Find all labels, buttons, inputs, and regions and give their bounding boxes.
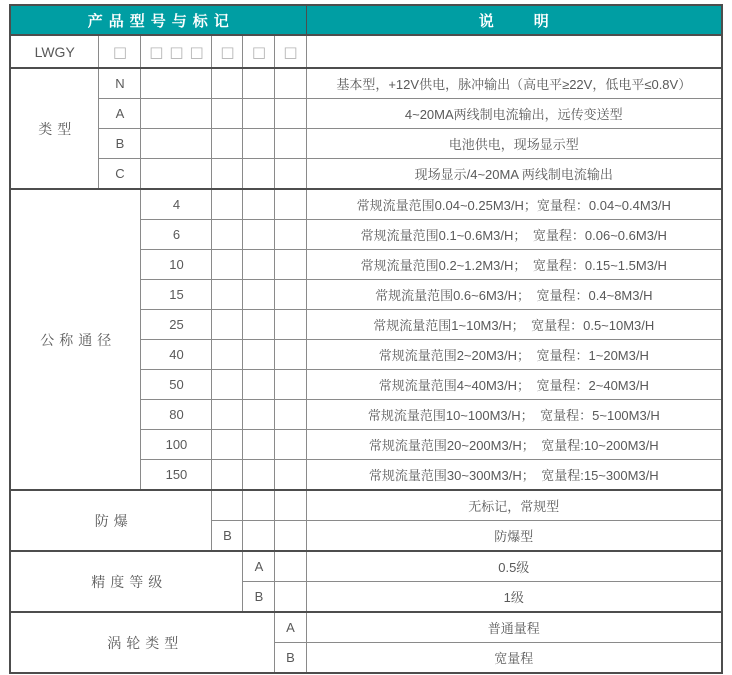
diameter-code-cell: 50 — [141, 370, 212, 400]
diameter-code-cell: 25 — [141, 310, 212, 340]
empty-cell — [243, 220, 275, 250]
turbine-code-cell: B — [275, 643, 306, 674]
type-desc-cell: 基本型，+12V供电，脉冲输出（高电平≥22V，低电平≤0.8V） — [306, 68, 722, 99]
accuracy-section-label-cell — [10, 551, 243, 612]
explosionproof-row — [10, 490, 722, 521]
turbine-desc-cell: 宽量程 — [306, 643, 722, 674]
empty-cell — [275, 340, 306, 370]
type-row — [10, 159, 722, 190]
empty-cell — [141, 68, 212, 99]
header-model-label: 产品型号与标记 — [87, 12, 235, 30]
accuracy-section-label: 精度等级 — [91, 573, 168, 590]
type-code-cell: A — [99, 99, 141, 129]
diameter-desc-cell: 常规流量范围20~200M3/H； 宽量程:10~200M3/H — [306, 430, 722, 460]
type-row — [10, 68, 722, 99]
diameter-desc-cell: 常规流量范围0.6~6M3/H； 宽量程：0.4~8M3/H — [306, 280, 722, 310]
empty-cell — [243, 370, 275, 400]
empty-cell — [243, 189, 275, 220]
explosionproof-section-label-cell — [10, 490, 212, 551]
diameter-desc-cell: 常规流量范围0.04~0.25M3/H；宽量程：0.04~0.4M3/H — [306, 189, 722, 220]
diameter-section-label: 公称通径 — [40, 331, 117, 348]
empty-cell — [212, 129, 243, 159]
empty-cell — [275, 250, 306, 280]
type-code-cell: C — [99, 159, 141, 190]
explosionproof-section-label: 防爆 — [94, 512, 133, 529]
empty-cell — [275, 521, 306, 552]
empty-cell — [243, 400, 275, 430]
empty-cell — [212, 370, 243, 400]
empty-cell — [141, 159, 212, 190]
placeholder-box-icon: □ — [251, 42, 273, 61]
empty-cell — [275, 490, 306, 521]
empty-cell — [212, 310, 243, 340]
placeholder-box-icon: □ — [283, 42, 304, 61]
empty-cell — [243, 430, 275, 460]
type-code-cell: B — [99, 129, 141, 159]
empty-cell — [275, 99, 306, 129]
empty-cell — [275, 460, 306, 491]
model-code-cell: LWGY — [10, 35, 99, 68]
empty-cell — [212, 250, 243, 280]
type-desc-cell: 现场显示/4~20MA 两线制电流输出 — [306, 159, 722, 190]
spec-table — [9, 4, 723, 674]
diameter-desc-cell: 常规流量范围0.2~1.2M3/H； 宽量程：0.15~1.5M3/H — [306, 250, 722, 280]
empty-cell — [275, 310, 306, 340]
model-box-cell-5 — [275, 35, 306, 68]
model-box-cell-1 — [99, 35, 141, 68]
diameter-code-cell: 40 — [141, 340, 212, 370]
diameter-desc-cell: 常规流量范围4~40M3/H； 宽量程：2~40M3/H — [306, 370, 722, 400]
diameter-code-cell: 6 — [141, 220, 212, 250]
empty-cell — [243, 280, 275, 310]
empty-cell — [212, 220, 243, 250]
empty-cell — [275, 129, 306, 159]
empty-cell — [243, 68, 275, 99]
empty-cell — [141, 99, 212, 129]
model-box-cell-2 — [141, 35, 212, 68]
diameter-desc-cell: 常规流量范围30~300M3/H； 宽量程:15~300M3/H — [306, 460, 722, 491]
diameter-desc-cell: 常规流量范围10~100M3/H； 宽量程：5~100M3/H — [306, 400, 722, 430]
model-row — [10, 35, 722, 68]
empty-cell — [212, 400, 243, 430]
empty-cell — [243, 310, 275, 340]
header-desc-label: 说明 — [478, 12, 589, 30]
accuracy-desc-cell: 0.5级 — [306, 551, 722, 582]
empty-cell — [243, 490, 275, 521]
turbine-section-label: 涡轮类型 — [107, 634, 184, 651]
accuracy-row — [10, 551, 722, 582]
empty-cell — [212, 280, 243, 310]
accuracy-code-cell: A — [243, 551, 275, 582]
type-section-label: 类型 — [38, 120, 77, 137]
empty-cell — [212, 460, 243, 491]
diameter-desc-cell: 常规流量范围2~20M3/H； 宽量程：1~20M3/H — [306, 340, 722, 370]
empty-cell — [275, 68, 306, 99]
diameter-desc-cell: 常规流量范围1~10M3/H； 宽量程：0.5~10M3/H — [306, 310, 722, 340]
empty-cell — [275, 400, 306, 430]
empty-cell — [275, 159, 306, 190]
model-box-cell-4 — [243, 35, 275, 68]
diameter-code-cell: 4 — [141, 189, 212, 220]
explosionproof-desc-cell: 防爆型 — [306, 521, 722, 552]
explosionproof-desc-cell: 无标记，常规型 — [306, 490, 722, 521]
empty-cell — [243, 340, 275, 370]
diameter-section-label-cell — [10, 189, 141, 490]
empty-cell — [243, 159, 275, 190]
empty-cell — [243, 250, 275, 280]
empty-cell — [141, 129, 212, 159]
accuracy-code-cell: B — [243, 582, 275, 613]
header-row — [10, 5, 722, 35]
empty-cell — [275, 582, 306, 613]
header-model-cell — [10, 5, 306, 35]
type-desc-cell: 4~20MA两线制电流输出，远传变送型 — [306, 99, 722, 129]
empty-cell — [275, 430, 306, 460]
diameter-row — [10, 189, 722, 220]
empty-cell — [243, 99, 275, 129]
diameter-code-cell: 150 — [141, 460, 212, 491]
turbine-code-cell: A — [275, 612, 306, 643]
empty-cell — [243, 521, 275, 552]
turbine-section-label-cell — [10, 612, 275, 673]
model-desc-cell — [306, 35, 722, 68]
empty-cell — [275, 189, 306, 220]
placeholder-box-icon: □ — [112, 42, 134, 61]
type-desc-cell: 电池供电，现场显示型 — [306, 129, 722, 159]
placeholder-boxes-icon: □□□ — [149, 42, 210, 61]
turbine-row — [10, 612, 722, 643]
placeholder-box-icon: □ — [220, 42, 241, 61]
empty-cell — [212, 340, 243, 370]
empty-cell — [275, 220, 306, 250]
empty-cell — [275, 551, 306, 582]
empty-cell — [212, 430, 243, 460]
diameter-desc-cell: 常规流量范围0.1~0.6M3/H； 宽量程：0.06~0.6M3/H — [306, 220, 722, 250]
type-row — [10, 99, 722, 129]
diameter-code-cell: 100 — [141, 430, 212, 460]
header-desc-cell — [306, 5, 722, 35]
empty-cell — [275, 280, 306, 310]
explosionproof-code-cell — [212, 490, 243, 521]
type-section-label-cell — [10, 68, 99, 189]
diameter-code-cell: 80 — [141, 400, 212, 430]
diameter-code-cell: 15 — [141, 280, 212, 310]
empty-cell — [212, 68, 243, 99]
empty-cell — [275, 370, 306, 400]
explosionproof-code-cell: B — [212, 521, 243, 552]
empty-cell — [212, 99, 243, 129]
type-row — [10, 129, 722, 159]
empty-cell — [212, 189, 243, 220]
accuracy-desc-cell: 1级 — [306, 582, 722, 613]
model-box-cell-3 — [212, 35, 243, 68]
empty-cell — [243, 460, 275, 491]
diameter-code-cell: 10 — [141, 250, 212, 280]
turbine-desc-cell: 普通量程 — [306, 612, 722, 643]
empty-cell — [243, 129, 275, 159]
type-code-cell: N — [99, 68, 141, 99]
empty-cell — [212, 159, 243, 190]
